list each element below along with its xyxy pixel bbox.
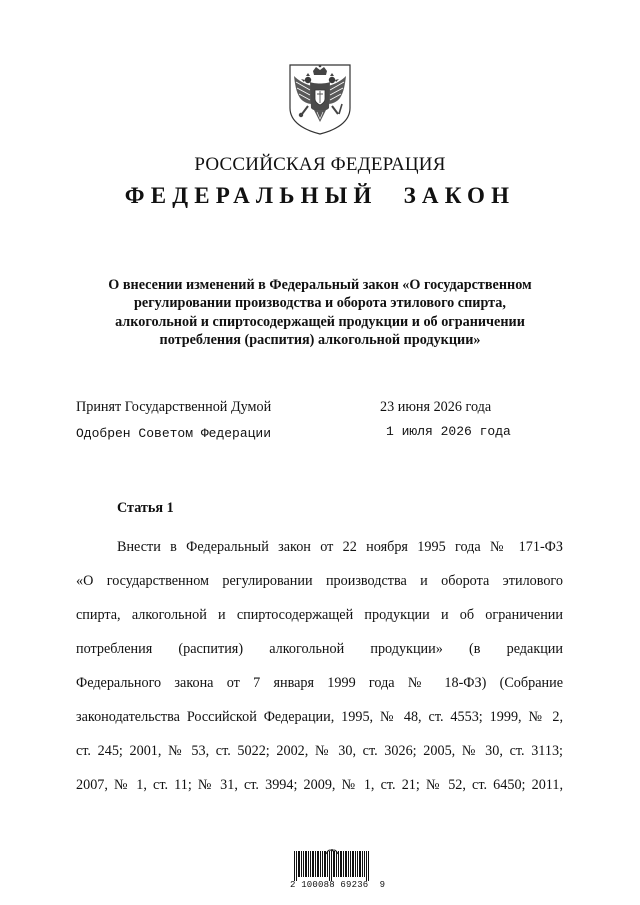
article-line: «О государственном регулировании производства и оборота этилового: [76, 573, 563, 589]
law-title-line: алкогольной и спиртосодержащей продукции и об ограничении: [115, 313, 525, 330]
russian-coat-of-arms-icon: [286, 62, 354, 136]
barcode-icon: [294, 851, 370, 881]
article-body: [76, 530, 563, 802]
council-approval-date: 1 июля 2026 года: [386, 424, 511, 439]
law-title-line: потребления (распития) алкогольной продукции»: [159, 332, 481, 349]
state-name: РОССИЙСКАЯ ФЕДЕРАЦИЯ: [194, 154, 446, 175]
barcode: [290, 843, 386, 893]
article-line: 2007, № 1, ст. 11; № 31, ст. 3994; 2009, № 1, ст. 21; № 52, ст. 6450; 2011,: [76, 777, 563, 793]
law-title-line: О внесении изменений в Федеральный закон «О государственном: [108, 277, 532, 293]
article-heading: Статья 1: [117, 500, 174, 516]
article-line: ст. 245; 2001, № 53, ст. 5022; 2002, № 30, ст. 3026; 2005, № 30, ст. 3113;: [76, 743, 563, 759]
duma-adoption-date: 23 июня 2026 года: [380, 399, 492, 415]
barcode-number: 2 100088 69236 9: [290, 880, 386, 890]
article-line: потребления (распития) алкогольной продукции» (в редакции: [76, 641, 563, 657]
document-type: ФЕДЕРАЛЬНЫЙ ЗАКОН: [124, 183, 516, 208]
law-title: [80, 276, 560, 350]
article-line: Федерального закона от 7 января 1999 года № 18-ФЗ) (Собрание: [76, 675, 563, 691]
council-approval-label: Одобрен Советом Федерации: [76, 426, 272, 441]
article-line: законодательства Российской Федерации, 1995, № 48, ст. 4553; 1999, № 2,: [76, 709, 563, 725]
duma-adoption-label: Принят Государственной Думой: [76, 399, 272, 415]
article-line: Внести в Федеральный закон от 22 ноября 1995 года № 171-ФЗ: [117, 539, 563, 555]
small-emblem-mark-icon: [324, 843, 340, 851]
law-title-line: регулировании производства и оборота этилового спирта,: [134, 295, 506, 312]
article-line: спирта, алкогольной и спиртосодержащей продукции и об ограничении: [76, 607, 563, 623]
